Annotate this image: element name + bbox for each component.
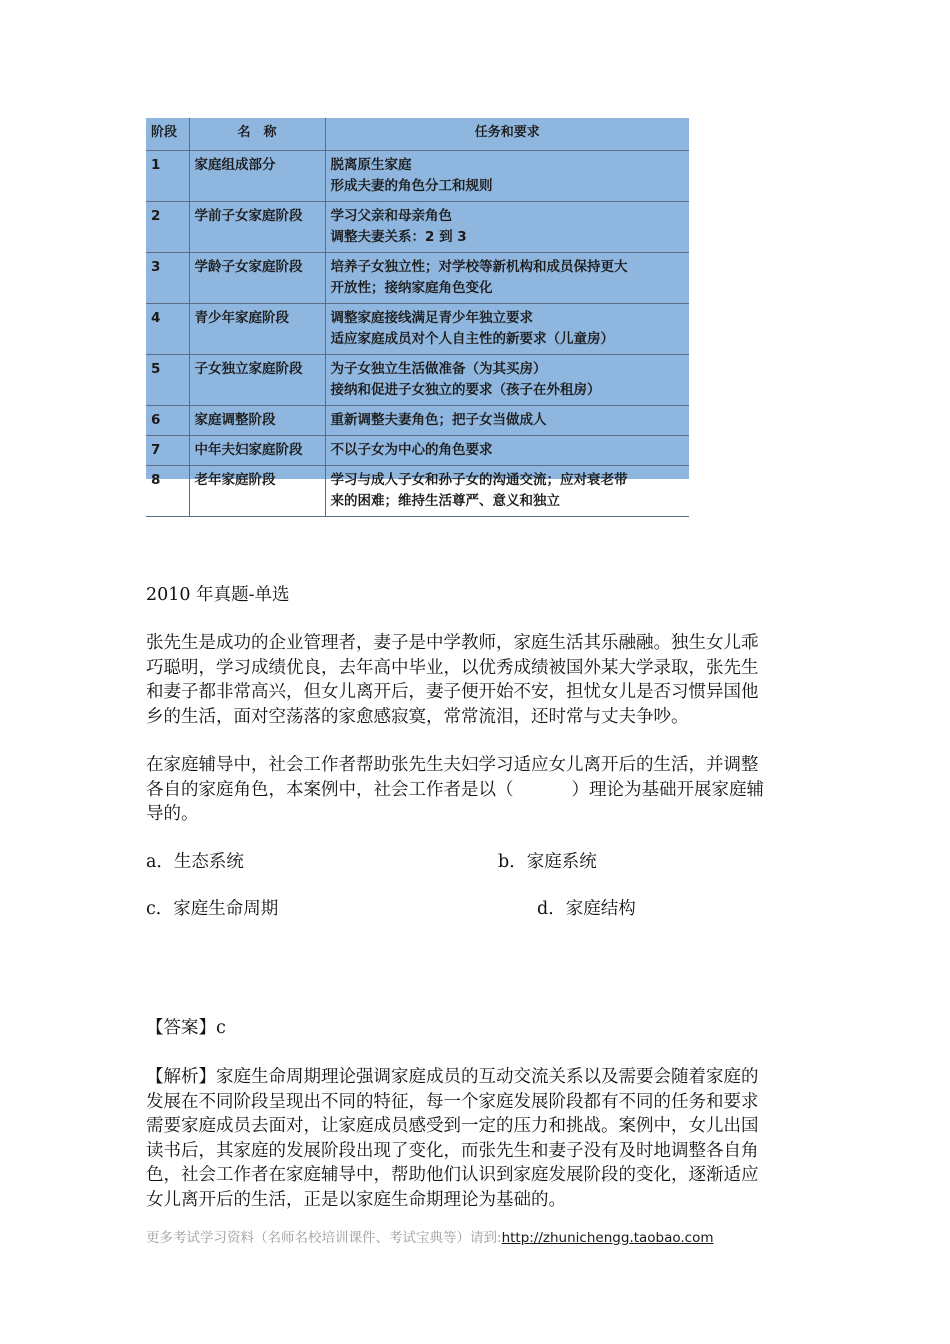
stage-number: 4 (146, 304, 189, 355)
table-header-row (146, 118, 689, 151)
task-line: 脱离原生家庭 (330, 157, 412, 173)
stage-number: 6 (146, 406, 189, 436)
stage-name: 老年家庭阶段 (189, 466, 325, 517)
family-life-cycle-table (146, 118, 689, 509)
question-stem (146, 753, 764, 827)
stage-tasks (325, 355, 689, 406)
scenario-line: 和妻子都非常高兴，但女儿离开后，妻子便开始不安，担忧女儿是否习惯异国他 (146, 682, 759, 702)
stem-line (146, 778, 764, 803)
task-line: 调整夫妻关系：2 到 3 (330, 229, 467, 245)
option-d: d．家庭结构 (537, 899, 636, 919)
stage-name: 家庭调整阶段 (189, 406, 325, 436)
stage-tasks (325, 151, 689, 202)
task-line: 学习与成人子女和孙子女的沟通交流；应对衰老带 (330, 472, 628, 488)
analysis-line: 发展在不同阶段呈现出不同的特征，每一个家庭发展阶段都有不同的任务和要求 (146, 1091, 759, 1112)
table-row (146, 202, 689, 253)
option-b: b．家庭系统 (498, 852, 597, 872)
stage-tasks (325, 253, 689, 304)
task-line: 学习父亲和母亲角色 (330, 208, 452, 224)
stem-text: ）理论为基础开展家庭辅 (571, 779, 764, 800)
stage-name: 学前子女家庭阶段 (189, 202, 325, 253)
stage-number: 1 (146, 151, 189, 202)
stage-tasks (325, 304, 689, 355)
stage-table (146, 118, 689, 517)
stage-tasks (325, 406, 689, 436)
stem-line: 导的。 (146, 804, 199, 824)
footer (146, 1226, 714, 1246)
table-row (146, 151, 689, 202)
task-line: 开放性；接纳家庭角色变化 (330, 280, 493, 296)
table-row (146, 304, 689, 355)
stage-number: 3 (146, 253, 189, 304)
stem-text: 各自的家庭角色，本案例中，社会工作者是以（ (146, 779, 514, 800)
question-scenario (146, 631, 759, 729)
answer-label: 【答案】c (146, 1018, 226, 1038)
table-row (146, 406, 689, 436)
table-row (146, 253, 689, 304)
stage-number: 5 (146, 355, 189, 406)
question-title: 2010 年真题-单选 (146, 585, 290, 605)
header-name: 名 称 (189, 118, 325, 151)
task-line: 来的困难；维持生活尊严、意义和独立 (330, 493, 560, 509)
stage-number: 2 (146, 202, 189, 253)
stage-name: 学龄子女家庭阶段 (189, 253, 325, 304)
stage-name: 青少年家庭阶段 (189, 304, 325, 355)
task-line: 不以子女为中心的角色要求 (330, 442, 493, 458)
task-line: 重新调整夫妻角色；把子女当做成人 (330, 412, 547, 428)
table-row (146, 466, 689, 517)
footer-text: 更多考试学习资料（名师名校培训课件、考试宝典等）请到: (146, 1230, 502, 1246)
task-line: 适应家庭成员对个人自主性的新要求（儿童房） (330, 331, 614, 347)
stage-tasks (325, 466, 689, 517)
answer-analysis (146, 1065, 759, 1212)
stage-name: 子女独立家庭阶段 (189, 355, 325, 406)
scenario-line: 乡的生活，面对空荡落的家愈感寂寞，常常流泪，还时常与丈夫争吵。 (146, 706, 689, 727)
task-line: 为子女独立生活做准备（为其买房） (330, 361, 547, 377)
option-a: a．生态系统 (146, 852, 244, 872)
table-row (146, 355, 689, 406)
stage-number: 7 (146, 436, 189, 466)
task-line: 培养子女独立性；对学校等新机构和成员保持更大 (330, 259, 628, 275)
task-line: 调整家庭接线满足青少年独立要求 (330, 310, 533, 326)
stage-name: 中年夫妇家庭阶段 (189, 436, 325, 466)
task-line: 形成夫妻的角色分工和规则 (330, 178, 493, 194)
analysis-line: 【解析】家庭生命周期理论强调家庭成员的互动交流关系以及需要会随着家庭的 (146, 1067, 759, 1087)
stage-tasks (325, 436, 689, 466)
analysis-line: 读书后，其家庭的发展阶段出现了变化，而张先生和妻子没有及时地调整各自角 (146, 1140, 759, 1161)
stage-tasks (325, 202, 689, 253)
option-c: c．家庭生命周期 (146, 899, 279, 919)
analysis-line: 女儿离开后的生活，正是以家庭生命期理论为基础的。 (146, 1189, 566, 1210)
table-row (146, 436, 689, 466)
analysis-line: 色，社会工作者在家庭辅导中，帮助他们认识到家庭发展阶段的变化，逐渐适应 (146, 1165, 759, 1185)
analysis-line: 需要家庭成员去面对，让家庭成员感受到一定的压力和挑战。案例中，女儿出国 (146, 1116, 759, 1136)
scenario-line: 张先生是成功的企业管理者，妻子是中学教师，家庭生活其乐融融。独生女儿乖 (146, 633, 759, 653)
stage-number: 8 (146, 466, 189, 517)
stage-name: 家庭组成部分 (189, 151, 325, 202)
task-line: 接纳和促进子女独立的要求（孩子在外租房） (330, 382, 601, 398)
stem-line: 在家庭辅导中，社会工作者帮助张先生夫妇学习适应女儿离开后的生活，并调整 (146, 755, 759, 775)
footer-link[interactable]: http://zhunichengg.taobao.com (501, 1230, 714, 1246)
header-stage: 阶段 (146, 118, 189, 151)
header-tasks: 任务和要求 (325, 118, 689, 151)
scenario-line: 巧聪明，学习成绩优良，去年高中毕业，以优秀成绩被国外某大学录取，张先生 (146, 657, 759, 678)
